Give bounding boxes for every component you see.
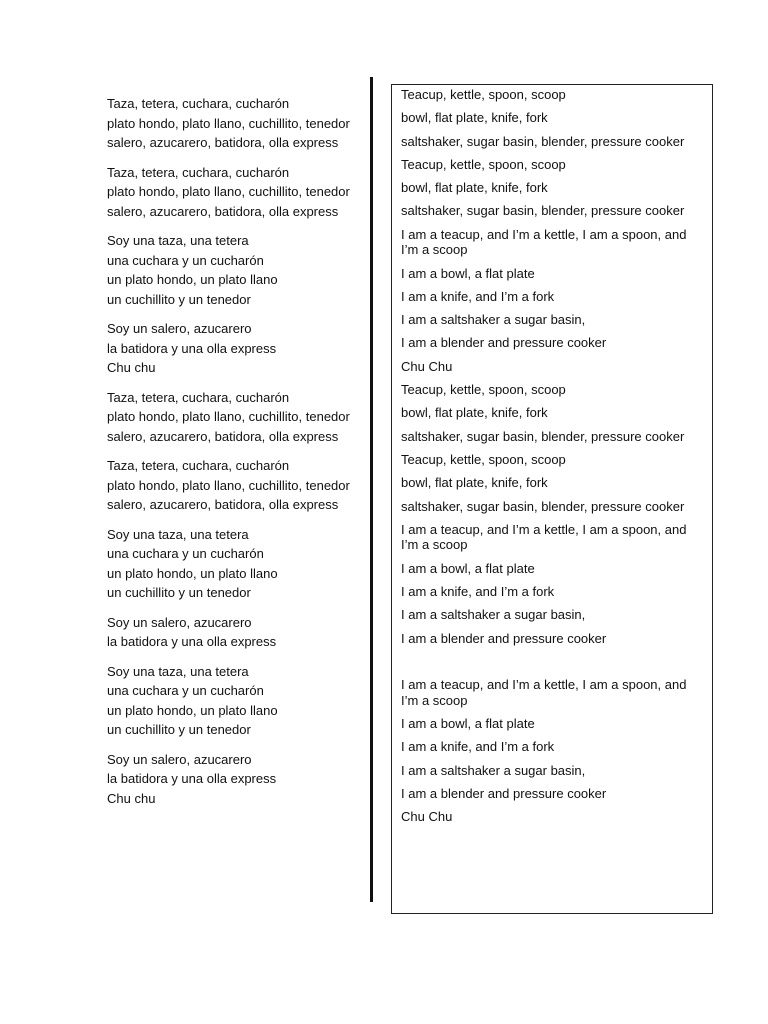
english-line: bowl, flat plate, knife, fork [401,180,548,196]
english-blank-line [401,654,701,670]
spanish-line: Soy un salero, azucarero [107,751,252,767]
english-line: saltshaker, sugar basin, blender, pressure cooker [401,133,685,149]
english-line: bowl, flat plate, knife, fork [401,110,548,126]
spanish-line: salero, azucarero, batidora, olla express [107,497,339,512]
spanish-stanza [107,750,362,809]
english-line: I am a bowl, a flat plate [401,715,535,731]
english-line: I am a knife, and I’m a fork [401,583,555,599]
english-line: I am a blender and pressure cooker [401,335,607,351]
english-line: I am a saltshaker a sugar basin, [401,607,586,623]
english-line: saltshaker, sugar basin, blender, pressure cooker [401,428,685,444]
spanish-line: una cuchara y un cucharón [107,252,264,268]
spanish-line: Soy un salero, azucarero [107,614,252,630]
spanish-line: la batidora y una olla express [107,634,277,649]
english-line: I am a saltshaker a sugar basin, [401,312,586,328]
spanish-stanza [107,319,362,378]
spanish-stanza [107,662,362,740]
spanish-line: un plato hondo, un plato llano [107,565,278,581]
spanish-line: Taza, tetera, cuchara, cucharón [107,164,290,180]
english-line: bowl, flat plate, knife, fork [401,475,548,491]
english-translation [401,87,701,832]
spanish-line: salero, azucarero, batidora, olla express [107,135,339,150]
english-line: I am a bowl, a flat plate [401,560,535,576]
english-line: I am a bowl, a flat plate [401,265,535,281]
spanish-line: un cuchillito y un tenedor [107,722,251,737]
spanish-line: la batidora y una olla express [107,771,277,786]
english-line: I am a knife, and I’m a fork [401,739,555,755]
english-line: I am a teacup, and I’m a kettle, I am a spoon, and I’m a scoop [401,521,687,553]
spanish-line: una cuchara y un cucharón [107,546,264,561]
english-line: bowl, flat plate, knife, fork [401,405,548,421]
english-line: I am a teacup, and I’m a kettle, I am a spoon, and I’m a scoop [401,226,687,258]
english-line: saltshaker, sugar basin, blender, pressure cooker [401,498,685,514]
spanish-line: un cuchillito y un tenedor [107,585,251,600]
spanish-stanza [107,525,362,603]
spanish-line: Taza, tetera, cuchara, cucharón [107,96,290,111]
spanish-stanza [107,231,362,309]
spanish-line: un cuchillito y un tenedor [107,291,251,307]
spanish-stanza [107,388,362,447]
spanish-stanza [107,456,362,515]
spanish-line: un plato hondo, un plato llano [107,272,278,287]
english-line: I am a blender and pressure cooker [401,785,607,801]
spanish-line: Chu chu [107,360,156,375]
english-line: I am a knife, and I’m a fork [401,288,555,304]
spanish-line: Soy un salero, azucarero [107,321,252,336]
spanish-line: Taza, tetera, cuchara, cucharón [107,458,290,473]
spanish-line: Taza, tetera, cuchara, cucharón [107,389,290,405]
english-line: Teacup, kettle, spoon, scoop [401,87,566,102]
english-line: Teacup, kettle, spoon, scoop [401,156,566,172]
spanish-line: salero, azucarero, batidora, olla express [107,203,339,219]
spanish-stanza [107,94,362,153]
spanish-line: una cuchara y un cucharón [107,683,264,698]
spanish-line: la batidora y una olla express [107,340,277,356]
spanish-stanza [107,613,362,652]
english-line: Teacup, kettle, spoon, scoop [401,451,566,467]
vertical-divider [370,77,373,902]
english-line: Teacup, kettle, spoon, scoop [401,382,566,398]
spanish-lyrics [107,94,362,818]
spanish-line: plato hondo, plato llano, cuchillito, tenedor [107,477,350,493]
english-line: I am a blender and pressure cooker [401,630,607,646]
english-line: Chu Chu [401,809,453,825]
spanish-line: plato hondo, plato llano, cuchillito, tenedor [107,409,350,424]
spanish-line: Soy una taza, una tetera [107,663,249,679]
spanish-stanza [107,163,362,222]
spanish-line: Chu chu [107,790,156,806]
spanish-line: Soy una taza, una tetera [107,526,249,542]
english-line: Chu Chu [401,358,453,374]
spanish-line: plato hondo, plato llano, cuchillito, tenedor [107,184,350,199]
spanish-line: salero, azucarero, batidora, olla express [107,428,339,444]
spanish-line: plato hondo, plato llano, cuchillito, tenedor [107,115,350,131]
english-line: saltshaker, sugar basin, blender, pressure cooker [401,203,685,219]
english-line: I am a saltshaker a sugar basin, [401,762,586,778]
spanish-line: Soy una taza, una tetera [107,233,249,248]
english-line: I am a teacup, and I’m a kettle, I am a spoon, and I’m a scoop [401,677,687,708]
spanish-line: un plato hondo, un plato llano [107,702,278,718]
